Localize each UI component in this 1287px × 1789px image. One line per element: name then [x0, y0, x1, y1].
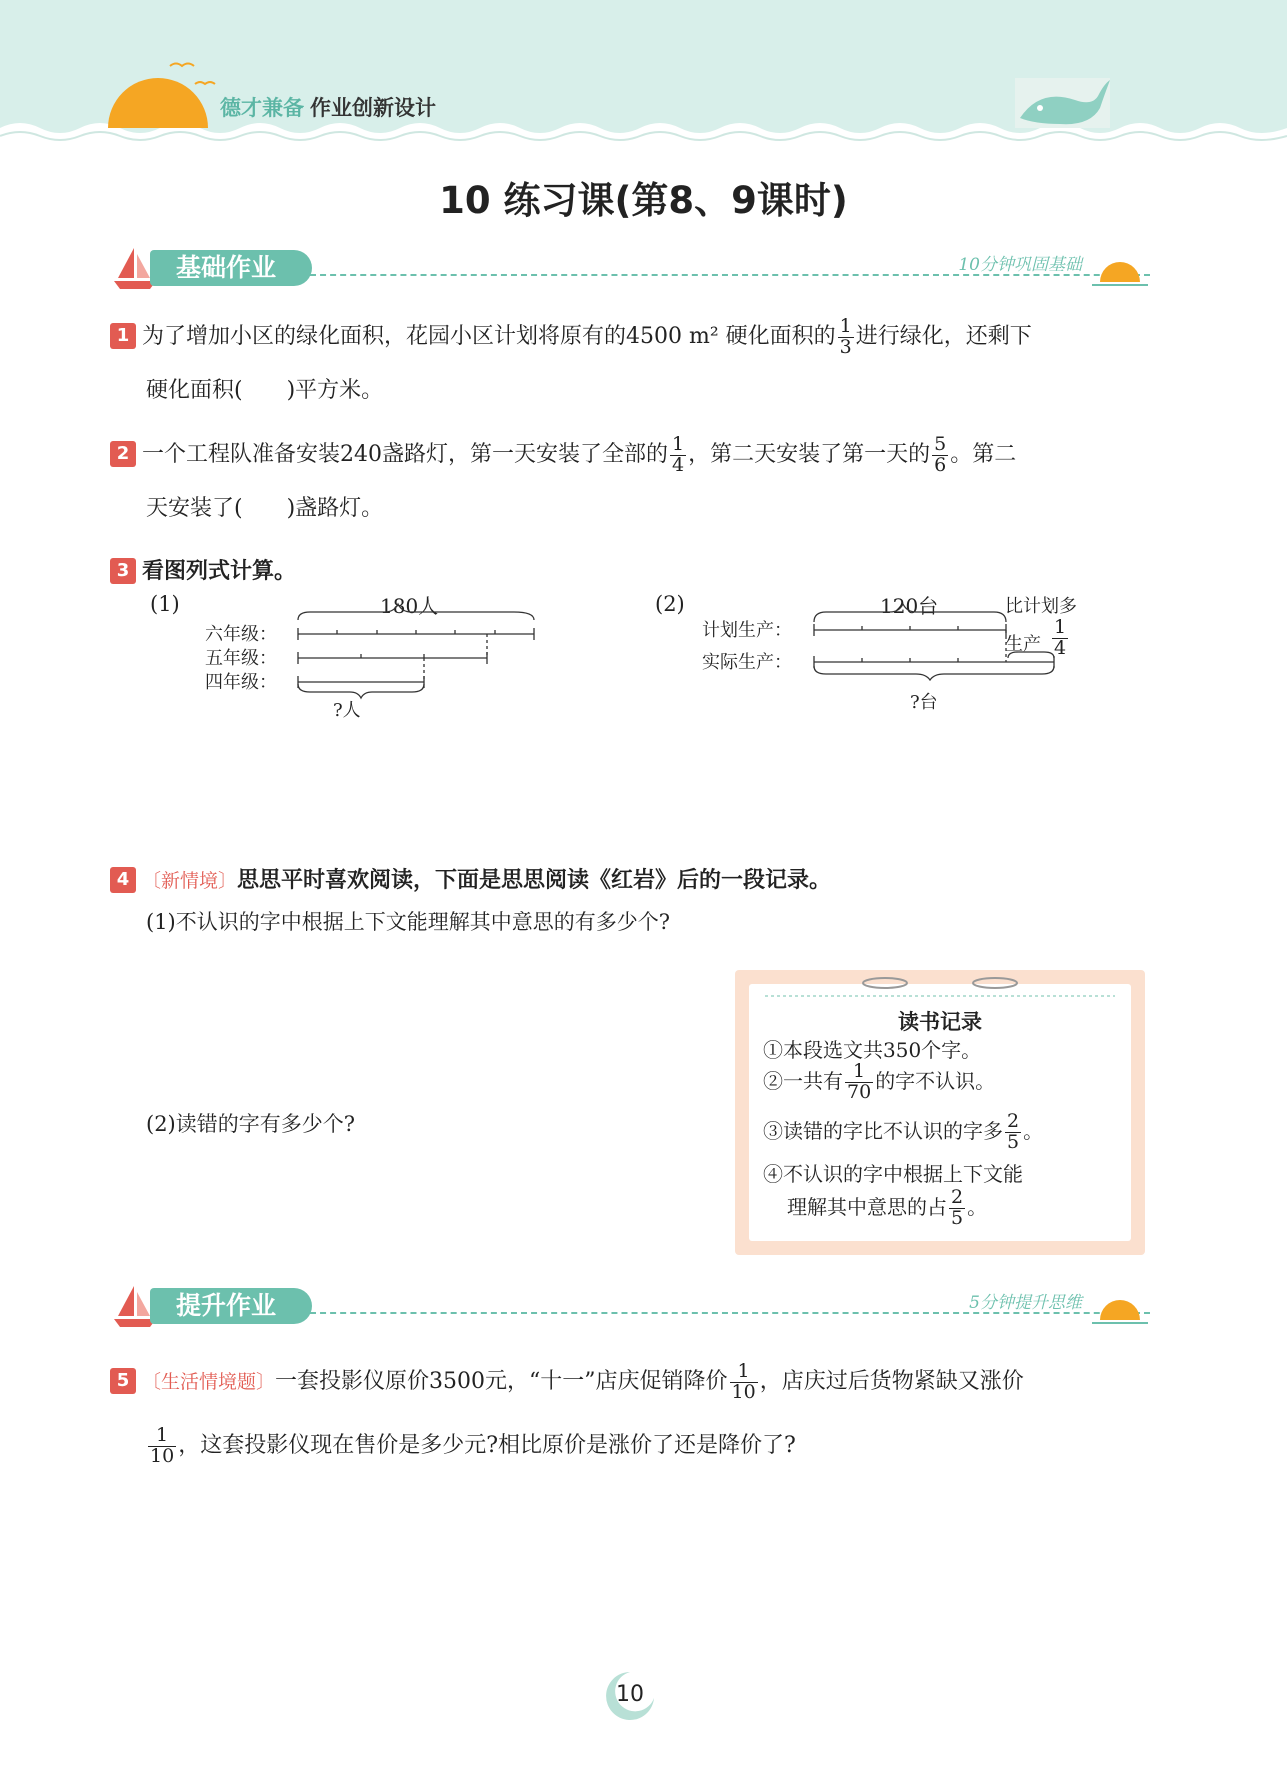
- problem-3: [110, 545, 1150, 599]
- problem-text: 看图列式计算。: [142, 559, 297, 584]
- card-line-4b: 理解其中意思的占 $\frac{2}{5}$ 。: [787, 1186, 988, 1229]
- brand-secondary: 作业创新设计: [310, 96, 436, 120]
- diagram-2-total: 120台: [880, 594, 939, 618]
- sun-icon: [108, 78, 208, 128]
- problem-number: 3: [110, 558, 136, 584]
- problem-text: 一个工程队准备安装240盏路灯，第一天安装了全部的: [142, 442, 668, 467]
- card-line-2: ②一共有 $\frac{1}{70}$ 的字不认识。: [763, 1060, 996, 1103]
- sunset-icon: [1090, 252, 1150, 292]
- section-advanced-label: 提升作业: [150, 1288, 312, 1324]
- problem-text-line2: 硬化面积( )平方米。: [146, 378, 384, 403]
- problem-text-line2: 天安装了( )盏路灯。: [146, 496, 384, 521]
- problem-tag: 〔新情境〕: [142, 870, 238, 892]
- header-decoration: [0, 0, 1287, 150]
- card-title: 读书记录: [898, 1010, 982, 1034]
- brand: [220, 92, 436, 122]
- section-advanced: [110, 1282, 1150, 1332]
- diagram-2-row1: 计划生产：: [702, 620, 792, 641]
- page-number: 10: [616, 1682, 644, 1707]
- problem-text: ，这套投影仪现在售价是多少元?相比原价是涨价了还是降价了?: [178, 1433, 796, 1458]
- diagram-1-row2: 五年级：: [205, 648, 277, 669]
- problem-2: [110, 428, 1150, 536]
- diagram-2-bars: [810, 600, 1110, 700]
- diagram-2-note-fraction: $\frac{1}{4}$: [1054, 616, 1067, 659]
- diagram-2-question: ?台: [910, 692, 938, 713]
- problem-4-question-2: (2)读错的字有多少个?: [146, 1112, 356, 1136]
- diagram-1-label: (1): [150, 592, 180, 616]
- brand-primary: 德才兼备: [220, 96, 304, 120]
- section-advanced-hint: 5分钟提升思维: [969, 1293, 1082, 1313]
- diagram-1-bars: [290, 600, 590, 710]
- section-basic-label: 基础作业: [150, 250, 312, 286]
- problem-tag: 〔生活情境题〕: [142, 1371, 276, 1393]
- diagram-2-note2: 生产: [1005, 634, 1041, 655]
- problem-number: 2: [110, 441, 136, 467]
- diagram-2-label: (2): [655, 592, 685, 616]
- diagram-1-row3: 四年级：: [205, 672, 277, 693]
- section-basic-hint: 10分钟巩固基础: [958, 255, 1082, 275]
- reading-record-card: [735, 970, 1145, 1255]
- problem-text: 。第二: [950, 442, 1017, 467]
- problem-text: 思思平时喜欢阅读，下面是思思阅读《红岩》后的一段记录。: [237, 868, 832, 893]
- problem-text: ，店庆过后货物紧缺又涨价: [759, 1369, 1024, 1394]
- problem-number: 4: [110, 867, 136, 893]
- card-line-1: ①本段选文共350个字。: [763, 1038, 982, 1062]
- card-line-4a: ④不认识的字中根据上下文能: [763, 1162, 1023, 1186]
- problem-text: 进行绿化，还剩下: [855, 324, 1032, 349]
- diagram-1-row1: 六年级：: [205, 624, 277, 645]
- problem-number: 1: [110, 323, 136, 349]
- problem-4: [110, 854, 1150, 908]
- problem-number: 5: [110, 1368, 136, 1394]
- fraction: $\frac{1}{10}$: [731, 1359, 756, 1403]
- problem-5: [110, 1350, 1150, 1478]
- fraction: $\frac{1}{3}$: [839, 314, 852, 358]
- binder-rings-icon: [735, 970, 1145, 1000]
- diagram-2-note1: 比计划多: [1005, 596, 1077, 617]
- fraction: $\frac{5}{6}$: [934, 432, 947, 476]
- problem-4-question-1: (1)不认识的字中根据上下文能理解其中意思的有多少个?: [146, 910, 671, 934]
- card-line-3: ③读错的字比不认识的字多 $\frac{2}{5}$ 。: [763, 1110, 1044, 1153]
- sunset-icon: [1090, 1290, 1150, 1330]
- diagram-2-row2: 实际生产：: [702, 652, 792, 673]
- problem-text: 为了增加小区的绿化面积，花园小区计划将原有的4500 m² 硬化面积的: [142, 324, 836, 349]
- page-title: 10 练习课(第8、9课时): [439, 179, 848, 222]
- section-basic: [110, 244, 1150, 294]
- fraction: $\frac{1}{4}$: [672, 432, 685, 476]
- problem-text: 一套投影仪原价3500元，“十一”店庆促销降价: [275, 1369, 728, 1394]
- page-header: [0, 0, 1287, 150]
- problem-1: [110, 310, 1150, 418]
- diagram-1-question: ?人: [333, 700, 361, 721]
- fraction: $\frac{1}{10}$: [150, 1423, 175, 1467]
- problem-text: ，第二天安装了第一天的: [688, 442, 931, 467]
- diagram-1-total: 180人: [380, 594, 439, 618]
- whale-icon: [1015, 78, 1110, 128]
